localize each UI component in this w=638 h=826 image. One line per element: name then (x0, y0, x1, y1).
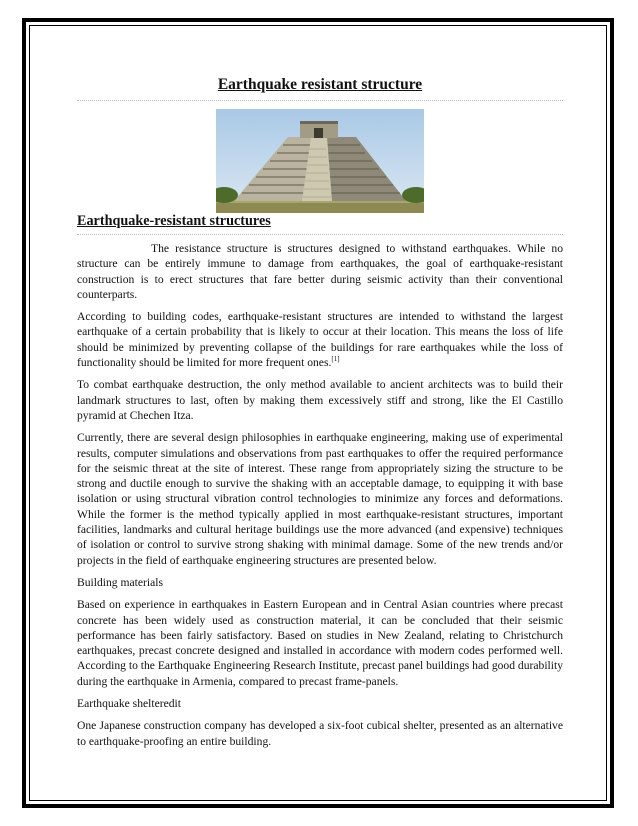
document-body (77, 76, 563, 756)
reference-1-link[interactable]: [1] (331, 355, 340, 364)
subheading-building-materials: Building materials (77, 575, 163, 589)
paragraph-building-codes-text: According to building codes, earthquake-resistant structures are intended to withstand the largest earthquake of a certain probability that is likely to occur at their location. This means the loss of life should be minimized by preventing collapse of the buildings for rare earthquakes while the loss of functionality should be limited for more frequent ones. (77, 310, 563, 370)
paragraph-shelter: One Japanese construction company has developed a six-foot cubical shelter, presented as an alternative to earthquake-proofing an entire building. (77, 719, 563, 748)
pyramid-photo (216, 109, 424, 213)
document-title: Earthquake resistant structure (217, 76, 423, 93)
paragraph-intro: The resistance structure is structures designed to withstand earthquakes. While no structure can be entirely immune to damage from earthquakes, the goal of earthquake-resistant construction is to erect structures that fare better during seismic activity than their conventional counterparts. (77, 242, 563, 301)
subheading-earthquake-shelter: Earthquake shelteredit (77, 697, 181, 711)
paragraph-ancient: To combat earthquake destruction, the only method available to ancient architects was to build their landmark structures to last, often by making them excessively stiff and strong, like the El Castillo pyramid at Chechen Itza. (77, 378, 563, 422)
pyramid-image (77, 109, 563, 213)
paragraph-precast: Based on experience in earthquakes in Eastern European and in Central Asian countries where precast concrete has been widely used as construction material, it can be concluded that their seismic performance has been fairly satisfactory. Based on studies in New Zealand, relating to Christchurch earthquakes, precast concrete designed and installed in accordance with modern codes performed well. According to the Earthquake Engineering Research Institute, precast panel buildings had good durability during the earthquake in Armenia, compared to precast frame-panels. (77, 598, 563, 688)
title-divider (77, 100, 563, 101)
paragraph-philosophies: Currently, there are several design philosophies in earthquake engineering, making use of experimental results, computer simulations and observations from past earthquakes to offer the required performance for the seismic threat at the site of interest. These range from appropriately sizing the structure to be strong and ductile enough to survive the shaking with an acceptable damage, to equipping it with base isolation or using structural vibration control technologies to minimize any forces and deformations. While the former is the method typically applied in most earthquake-resistant structures, important facilities, landmarks and cultural heritage buildings use the more advanced (and expensive) techniques of isolation or control to survive strong shaking with minimal damage. Some of the new trends and/or projects in the field of earthquake engineering structures are presented below. (77, 431, 563, 567)
heading-divider (77, 234, 563, 235)
paragraph-building-codes (77, 309, 563, 370)
section-heading: Earthquake-resistant structures (77, 213, 271, 229)
